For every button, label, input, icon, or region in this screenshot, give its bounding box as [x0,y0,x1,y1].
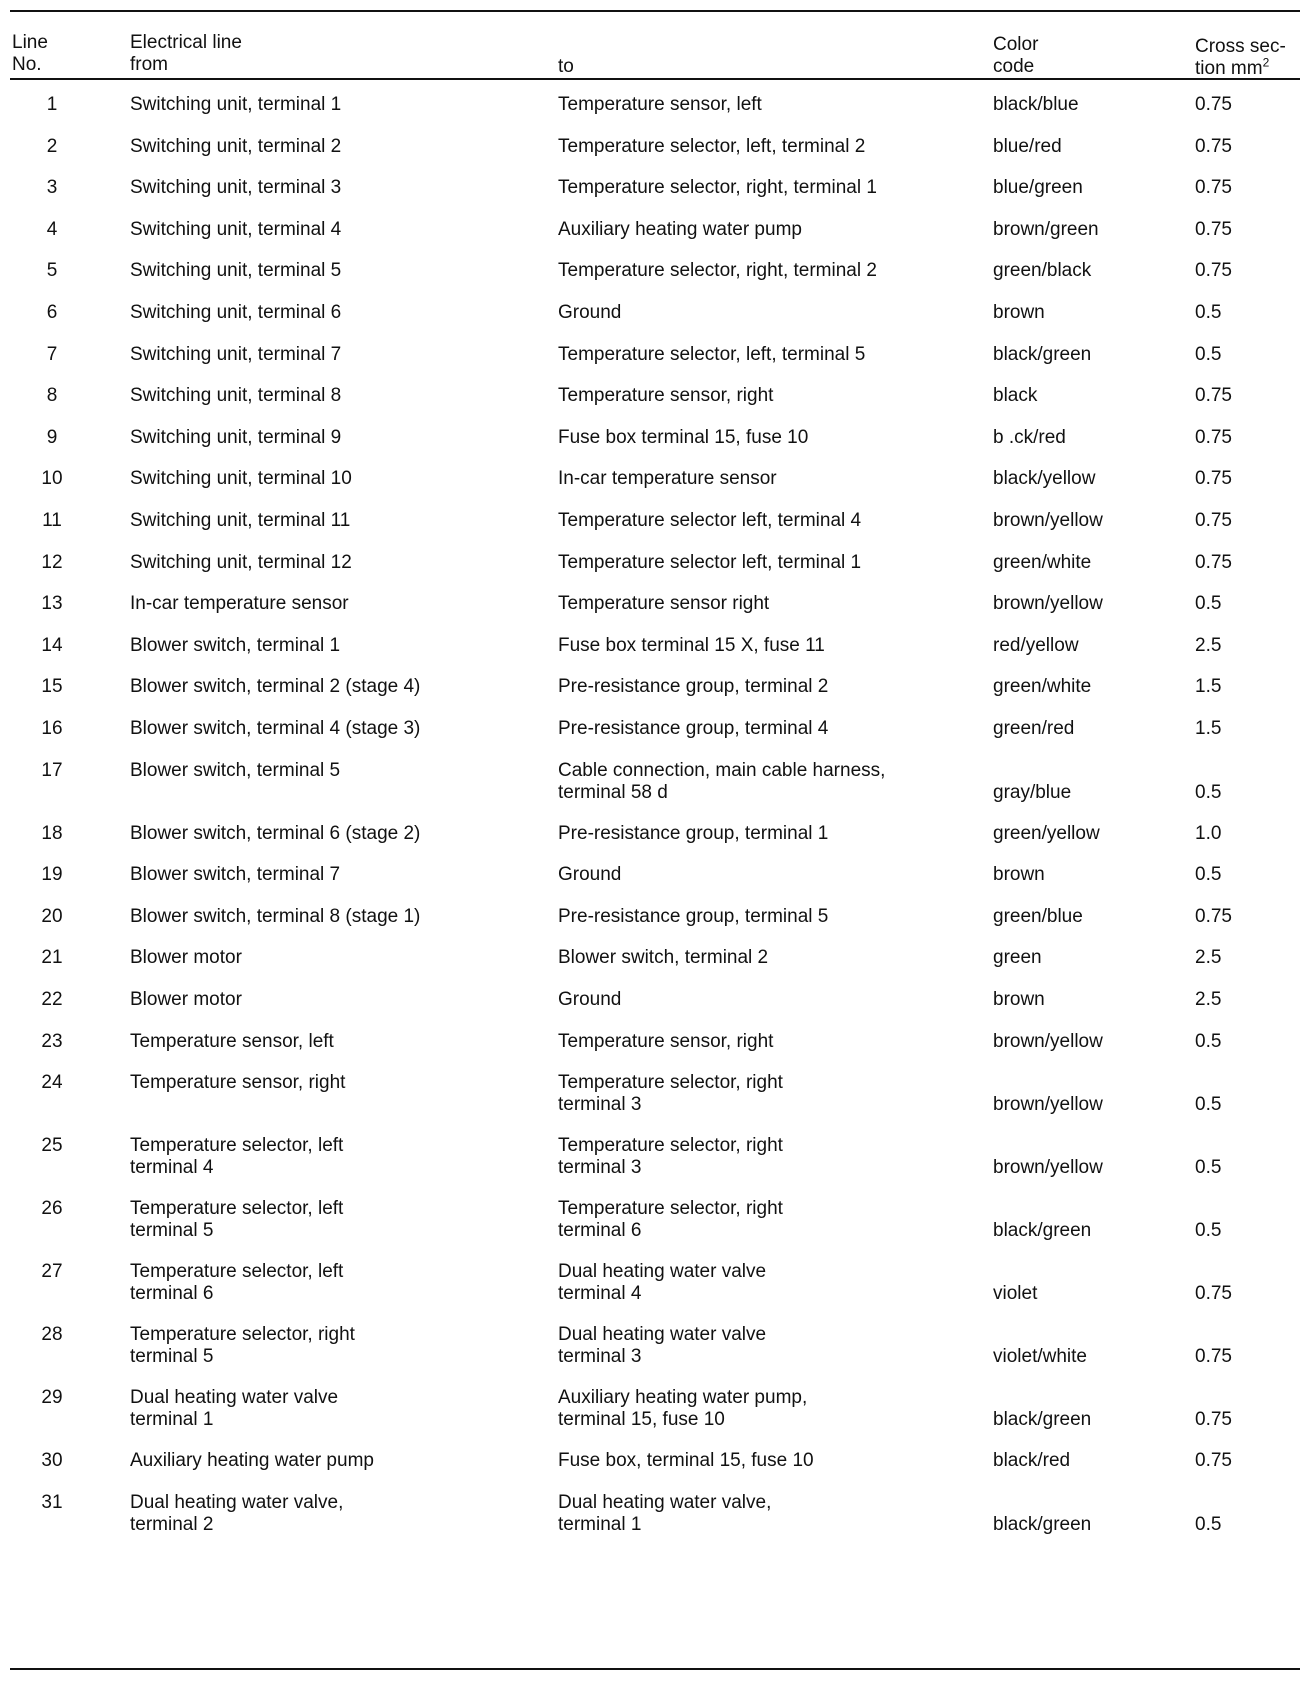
color-code: green/white [993,676,1092,698]
line-from-text: Blower motor [130,947,242,969]
line-to [558,906,978,928]
line-number: 24 [41,1072,63,1094]
line-to-text: Temperature selector, right [558,1198,783,1220]
line-from-text: Switching unit, terminal 10 [130,468,352,490]
line-to-text: terminal 3 [558,1157,642,1179]
line-to-text: Temperature selector left, terminal 4 [558,510,862,531]
color-code: black/green [993,343,1092,365]
line-to [558,1031,978,1053]
line-to-text: Fuse box terminal 15, fuse 10 [558,426,809,448]
cross-section: 0.5 [1195,1513,1222,1535]
color-code: black/red [993,1450,1071,1472]
line-to-text: Dual heating water valve, [558,1491,772,1513]
line-to [558,510,978,532]
line-from [130,1450,530,1472]
cross-section: 0.5 [1195,343,1222,365]
table-row [10,718,1300,760]
color-code: blue/red [993,135,1062,157]
line-from-text: terminal 5 [130,1346,214,1368]
table-row [10,989,1300,1031]
color-code: brown [993,302,1045,323]
line-from-text: Switching unit, terminal 7 [130,343,342,365]
line-to-text: In-car temperature sensor [558,468,777,490]
line-to [558,136,978,158]
line-from-text: Switching unit, terminal 3 [130,177,342,199]
color-code: black/blue [993,94,1079,115]
line-from-text: Dual heating water valve [130,1387,339,1409]
table-row [10,552,1300,594]
line-from [130,219,530,241]
table-row [10,1072,1300,1135]
line-from-text: Switching unit, terminal 11 [130,510,351,531]
table-row [10,260,1300,302]
line-from-text: Blower switch, terminal 7 [130,864,341,886]
line-number: 21 [41,947,63,969]
line-from-text: terminal 1 [130,1409,214,1431]
line-to [558,760,978,804]
line-number: 14 [41,634,63,656]
table-row [10,947,1300,989]
line-from [130,676,530,698]
cross-section: 0.75 [1195,218,1232,240]
color-code: brown [993,989,1045,1010]
line-to-text: Dual heating water valve [558,1261,767,1283]
line-number: 13 [41,593,63,615]
header-color-code: Color code [993,34,1039,77]
line-to-text: Temperature sensor right [558,593,770,615]
line-to-text: terminal 1 [558,1513,642,1535]
cross-section: 0.75 [1195,510,1232,531]
line-from-text: terminal 2 [130,1513,214,1535]
table-header [10,20,1300,80]
table-row [10,1135,1300,1198]
line-from-text: terminal 6 [130,1283,214,1305]
table-row [10,635,1300,677]
line-to-text: Temperature selector, left, terminal 5 [558,343,866,365]
line-from-text: Temperature sensor, left [130,1030,334,1052]
table-row [10,344,1300,386]
color-code: red/yellow [993,634,1079,656]
color-code: green/black [993,260,1092,282]
line-from-text: Temperature selector, left [130,1261,344,1283]
line-number: 18 [41,822,63,844]
line-to-text: Temperature selector left, terminal 1 [558,551,862,573]
line-to-text: Temperature selector, left, terminal 2 [558,135,866,157]
line-to [558,1492,978,1536]
cross-section: 0.75 [1195,260,1232,282]
line-from [130,760,530,782]
table-row [10,1031,1300,1073]
line-from [130,1031,530,1053]
cross-section: 0.5 [1195,1220,1222,1242]
cross-section: 2.5 [1195,634,1222,656]
line-number: 27 [41,1261,63,1283]
color-code: brown/yellow [993,510,1103,531]
cross-section: 2.5 [1195,989,1222,1010]
line-to-text: Blower switch, terminal 2 [558,947,769,969]
line-from-text: Switching unit, terminal 8 [130,385,342,407]
line-from [130,1387,530,1431]
line-from-text: Dual heating water valve, [130,1491,344,1513]
line-to-text: Cable connection, main cable harness, [558,759,886,781]
line-from-text: Temperature selector, left [130,1135,344,1157]
header-line-no: Line No. [12,32,48,75]
table-row [10,1387,1300,1450]
line-to-text: Temperature sensor, left [558,94,762,115]
line-from [130,1324,530,1368]
line-to-text: terminal 4 [558,1283,642,1305]
color-code: green/blue [993,905,1083,927]
line-from [130,906,530,928]
line-from [130,510,530,532]
line-from-text: Blower switch, terminal 4 (stage 3) [130,718,421,739]
line-from-text: Switching unit, terminal 9 [130,426,342,448]
line-from [130,385,530,407]
line-to-text: Temperature selector, right [558,1072,783,1094]
line-number: 12 [41,551,63,573]
line-from-text: Blower motor [130,989,242,1010]
line-from [130,823,530,845]
line-number: 31 [41,1491,63,1513]
table-row [10,136,1300,178]
line-from-text: Blower switch, terminal 8 (stage 1) [130,905,421,927]
table-row [10,1492,1300,1555]
line-from [130,136,530,158]
line-to-text: Fuse box, terminal 15, fuse 10 [558,1450,814,1472]
cross-section: 0.5 [1195,1157,1222,1179]
cross-section: 0.75 [1195,94,1232,115]
line-to [558,427,978,449]
line-from [130,989,530,1011]
line-number: 7 [46,343,58,365]
line-to [558,344,978,366]
line-from [130,947,530,969]
table-row [10,1198,1300,1261]
line-from [130,718,530,740]
table-row [10,510,1300,552]
line-to [558,177,978,199]
table-row [10,219,1300,261]
color-code: brown [993,864,1045,886]
cross-section: 0.75 [1195,135,1232,157]
line-number: 8 [46,385,58,407]
line-to-text: Temperature selector, right [558,1135,783,1157]
line-number: 11 [42,510,62,531]
cross-section: 0.75 [1195,905,1232,927]
cross-section: 0.75 [1195,1450,1232,1472]
line-to-text: terminal 58 d [558,781,668,803]
table-row [10,1324,1300,1387]
line-from-text: Blower switch, terminal 1 [130,634,341,656]
header-to: to [558,56,574,77]
line-from [130,427,530,449]
line-from [130,1072,530,1094]
line-number: 15 [41,676,63,698]
line-from [130,593,530,615]
line-number: 19 [41,864,63,886]
line-number: 6 [46,302,58,323]
line-to-text: Temperature selector, right, terminal 1 [558,177,877,199]
line-to [558,260,978,282]
color-code: gray/blue [993,781,1072,803]
line-to-text: Pre-resistance group, terminal 2 [558,676,829,698]
line-to [558,1450,978,1472]
line-to-text: Temperature sensor, right [558,1030,774,1052]
line-from [130,1492,530,1536]
line-to-text: Ground [558,302,622,323]
table-row [10,760,1300,823]
table-row [10,1450,1300,1492]
header-rule [10,78,1300,80]
line-from-text: Temperature selector, right [130,1324,355,1346]
line-to-text: Temperature sensor, right [558,385,774,407]
line-to [558,593,978,615]
line-from [130,94,530,116]
cross-section: 0.5 [1195,593,1222,615]
color-code: brown/green [993,218,1099,240]
line-number: 16 [41,718,63,739]
color-code: green [993,947,1042,969]
color-code: blue/green [993,177,1083,199]
line-to [558,635,978,657]
line-to-text: Auxiliary heating water pump, [558,1387,808,1409]
line-number: 30 [41,1450,63,1472]
table-row [10,906,1300,948]
cross-section: 0.75 [1195,177,1232,199]
line-to [558,864,978,886]
line-from-text: Switching unit, terminal 5 [130,260,342,282]
line-to [558,1324,978,1368]
line-from [130,177,530,199]
line-from-text: terminal 5 [130,1220,214,1242]
table-row [10,468,1300,510]
line-number: 1 [46,94,58,115]
line-to-text: Fuse box terminal 15 X, fuse 11 [558,634,825,656]
line-to [558,718,978,740]
line-to [558,1387,978,1431]
color-code: green/yellow [993,822,1100,844]
table-row [10,864,1300,906]
line-number: 29 [41,1387,63,1409]
line-to [558,1261,978,1305]
table-row [10,427,1300,469]
line-to-text: Ground [558,864,622,886]
line-to [558,552,978,574]
header-cross-section: Cross sec- tion $mm^2$ [1195,36,1286,79]
line-from-text: In-car temperature sensor [130,593,349,615]
cross-section: 0.75 [1195,1346,1232,1368]
cross-section: 1.5 [1195,718,1222,739]
cross-section: 1.5 [1195,676,1222,698]
line-to [558,94,978,116]
line-from [130,864,530,886]
line-from [130,552,530,574]
cross-section: 0.5 [1195,781,1222,803]
line-from-text: Temperature sensor, right [130,1072,346,1094]
line-to-text: terminal 3 [558,1346,642,1368]
color-code: violet/white [993,1346,1087,1368]
line-from [130,1135,530,1179]
line-from [130,468,530,490]
line-from-text: Temperature selector, left [130,1198,344,1220]
line-to [558,676,978,698]
line-from [130,635,530,657]
cross-section: 0.75 [1195,426,1232,448]
line-from-text: Switching unit, terminal 2 [130,135,342,157]
line-to [558,219,978,241]
line-to-text: Pre-resistance group, terminal 4 [558,718,829,739]
line-from [130,1198,530,1242]
color-code: brown/yellow [993,1094,1103,1116]
line-to [558,1135,978,1179]
line-number: 2 [46,135,58,157]
line-to-text: Dual heating water valve [558,1324,767,1346]
line-to [558,1198,978,1242]
line-to [558,823,978,845]
line-to-text: Pre-resistance group, terminal 5 [558,905,829,927]
line-from-text: Switching unit, terminal 12 [130,551,352,573]
line-to [558,1072,978,1116]
line-from-text: Blower switch, terminal 2 (stage 4) [130,676,421,698]
line-from-text: Switching unit, terminal 6 [130,302,342,323]
line-to-text: terminal 15, fuse 10 [558,1409,725,1431]
cross-section: 0.5 [1195,864,1222,886]
line-to-text: Pre-resistance group, terminal 1 [558,822,829,844]
color-code: brown/yellow [993,593,1103,615]
line-from [130,260,530,282]
cross-section: 0.75 [1195,1409,1232,1431]
header-electrical-line-from: Electrical line from [130,32,242,75]
cross-section: 0.75 [1195,468,1232,490]
line-number: 4 [46,218,58,240]
color-code: black [993,385,1038,407]
cross-section: 0.75 [1195,1283,1232,1305]
color-code: black/yellow [993,468,1096,490]
color-code: black/green [993,1513,1092,1535]
line-from-text: Blower switch, terminal 6 (stage 2) [130,822,421,844]
cross-section: 0.75 [1195,551,1232,573]
table-row [10,177,1300,219]
table-row [10,94,1300,136]
line-from-text: Switching unit, terminal 4 [130,218,342,240]
cross-section: 0.75 [1195,385,1232,407]
cross-section: 0.5 [1195,302,1222,323]
line-number: 22 [41,989,63,1010]
line-from [130,344,530,366]
line-number: 10 [41,468,63,490]
cross-section: 0.5 [1195,1094,1222,1116]
line-to-text: Auxiliary heating water pump [558,218,802,240]
line-from-text: terminal 4 [130,1157,214,1179]
line-from-text: Blower switch, terminal 5 [130,759,341,781]
line-to [558,385,978,407]
color-code: green/red [993,718,1075,739]
line-number: 25 [41,1135,63,1157]
line-number: 26 [41,1198,63,1220]
line-to-text: terminal 3 [558,1094,642,1116]
line-number: 20 [41,905,63,927]
line-to [558,947,978,969]
table-row [10,593,1300,635]
line-number: 23 [41,1030,63,1052]
line-number: 5 [46,260,58,282]
color-code: brown/yellow [993,1030,1103,1052]
line-number: 28 [41,1324,63,1346]
color-code: b .ck/red [993,426,1066,448]
table-row [10,302,1300,344]
line-number: 3 [46,177,58,199]
color-code: green/white [993,551,1092,573]
line-to [558,468,978,490]
line-from [130,1261,530,1305]
table-row [10,676,1300,718]
line-from-text: Switching unit, terminal 1 [130,94,342,115]
color-code: brown/yellow [993,1157,1103,1179]
line-to-text: Temperature selector, right, terminal 2 [558,260,877,282]
line-to-text: terminal 6 [558,1220,642,1242]
line-to-text: Ground [558,989,622,1010]
color-code: black/green [993,1220,1092,1242]
color-code: black/green [993,1409,1092,1431]
line-number: 9 [46,426,58,448]
bottom-rule [10,1668,1300,1670]
table-row [10,385,1300,427]
table-row [10,1261,1300,1324]
color-code: violet [993,1283,1038,1305]
line-from [130,302,530,324]
cross-section: 2.5 [1195,947,1222,969]
line-to [558,989,978,1011]
table-row [10,823,1300,865]
top-rule [10,10,1300,12]
line-number: 17 [41,759,63,781]
cross-section: 1.0 [1195,822,1222,844]
cross-section: 0.5 [1195,1030,1222,1052]
line-to [558,302,978,324]
line-from-text: Auxiliary heating water pump [130,1450,374,1472]
